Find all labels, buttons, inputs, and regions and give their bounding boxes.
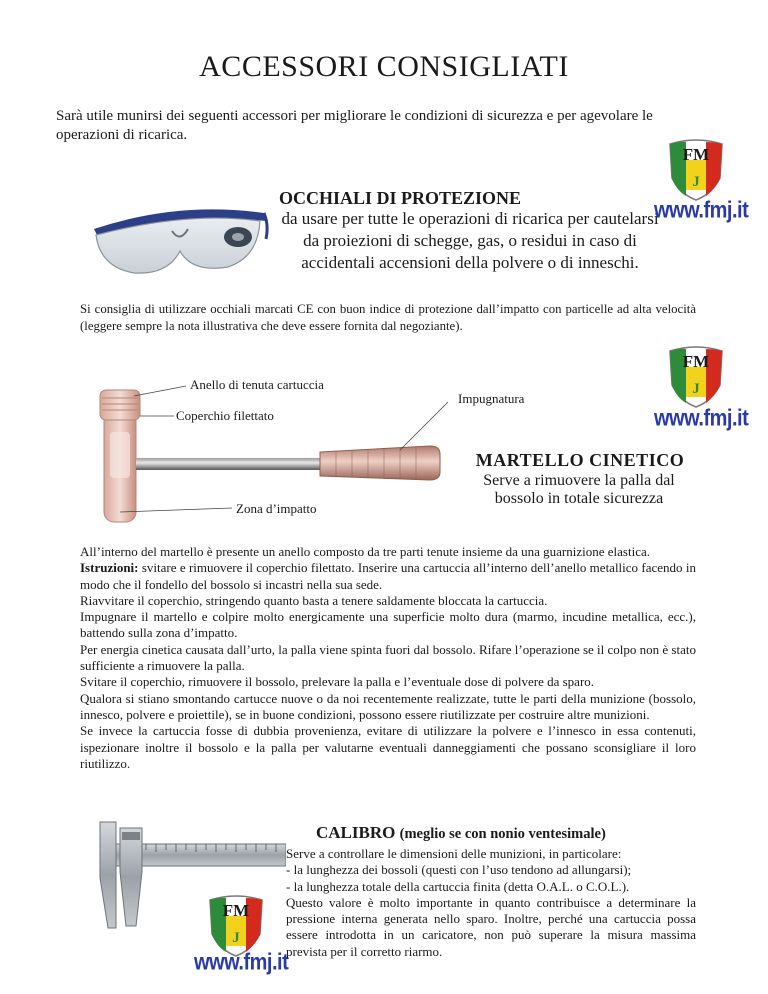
istruzioni-text: svitare e rimuovere il coperchio filettato. Inserire una cartuccia all’interno dell’anello metallico facendo in modo che il fondello del bossolo si incastri nella sua sede.	[80, 560, 696, 592]
martello-line: Riavvitare il coperchio, stringendo quanto basta a tenere saldamente bloccata la cartuccia.	[80, 592, 548, 608]
website-link[interactable]: www.fmj.it	[654, 198, 749, 224]
label-coperchio: Coperchio filettato	[176, 408, 274, 423]
page-title: ACCESSORI CONSIGLIATI	[199, 50, 569, 83]
calibro-line: Questo valore è molto importante in quanto contribuisce a determinare la pressione interna generata nello sparo. Inoltre, perché una cartuccia possa essere introdotta in un caricatore, non può superare la misura massima prevista per il corretto riarmo.	[286, 894, 696, 959]
fmj-logo	[664, 138, 728, 202]
martello-description: Serve a rimuovere la palla dal bossolo in totale sicurezza	[483, 472, 675, 507]
svg-text:FM: FM	[682, 145, 710, 164]
svg-text:J: J	[232, 930, 240, 946]
martello-line: Impugnare il martello e colpire molto energicamente una superficie molto dura (marmo, incudine metallica, ecc.), battendo sulla zona d’impatto.	[80, 609, 696, 641]
calibro-line: Serve a controllare le dimensioni delle munizioni, in particolare:	[286, 846, 622, 861]
occhiali-note: Si consiglia di utilizzare occhiali marcati CE con buon indice di protezione dall’impatto con particelle ad alta velocità (leggere sempre la nota illustrativa che deve essere fornita dal negoziante).	[80, 302, 696, 333]
martello-istruzioni	[80, 560, 696, 593]
calibro-title	[316, 823, 696, 843]
website-link[interactable]: www.fmj.it	[194, 950, 289, 976]
martello-line: Svitare il coperchio, rimuovere il bossolo, prelevare la palla e l’eventuale dose di polvere da sparo.	[80, 674, 595, 690]
svg-text:J: J	[692, 381, 700, 397]
martello-line: Se invece la cartuccia fosse di dubbia provenienza, evitare di utilizzare la polvere e l’innesco in essa contenuti, ispezionare inoltre il bossolo e la palla per valutarne eventuali danneggiamenti che possano sconsigliare il loro riutilizzo.	[80, 723, 696, 771]
calibro-line: - la lunghezza totale della cartuccia finita (detta O.A.L. o C.O.L.).	[286, 878, 630, 894]
martello-intro: All’interno del martello è presente un anello composto da tre parti tenute insieme da una guarnizione elastica.	[80, 544, 650, 559]
fmj-logo	[664, 345, 728, 409]
safety-glasses-image	[88, 195, 270, 285]
svg-text:FM: FM	[222, 901, 250, 920]
fmj-logo	[204, 894, 268, 958]
intro-text: Sarà utile munirsi dei seguenti accessori per migliorare le condizioni di sicurezza e per agevolare le operazioni di ricarica.	[56, 108, 653, 143]
website-link[interactable]: www.fmj.it	[654, 406, 749, 432]
martello-instructions	[80, 544, 696, 772]
label-zona-impatto: Zona d’impatto	[236, 501, 317, 516]
martello-line: Per energia cinetica causata dall’urto, la palla viene spinta fuori dal bossolo. Rifare l’operazione se il colpo non è stato sufficiente a rimuovere la palla.	[80, 641, 696, 674]
calibro-subtitle: (meglio se con nonio ventesimale)	[399, 826, 606, 842]
martello-line: Qualora si stiano smontando cartucce nuove o da noi recentemente realizzate, tutte le parti della munizione (bossolo, innesco, polvere e proiettile), se in buone condizioni, possono essere riutilizzate per costruire altre munizioni.	[80, 690, 696, 722]
svg-text:FM: FM	[682, 352, 710, 371]
calibro-line: - la lunghezza dei bossoli (questi con l’uso tendono ad allungarsi);	[286, 862, 632, 878]
calibro-description	[286, 846, 696, 960]
svg-text:J: J	[692, 174, 700, 190]
martello-title: MARTELLO CINETICO	[475, 450, 685, 470]
occhiali-title: OCCHIALI DI PROTEZIONE	[278, 188, 522, 208]
label-anello: Anello di tenuta cartuccia	[190, 377, 324, 392]
occhiali-description: da usare per tutte le operazioni di ricarica per cautelarsi da proiezioni di schegge, gas, o residui in caso di accidentali accensioni della polvere o di inneschi.	[281, 209, 659, 272]
calibro-title-main: CALIBRO	[316, 823, 396, 842]
label-impugnatura: Impugnatura	[458, 391, 525, 406]
istruzioni-label: Istruzioni:	[80, 560, 139, 576]
